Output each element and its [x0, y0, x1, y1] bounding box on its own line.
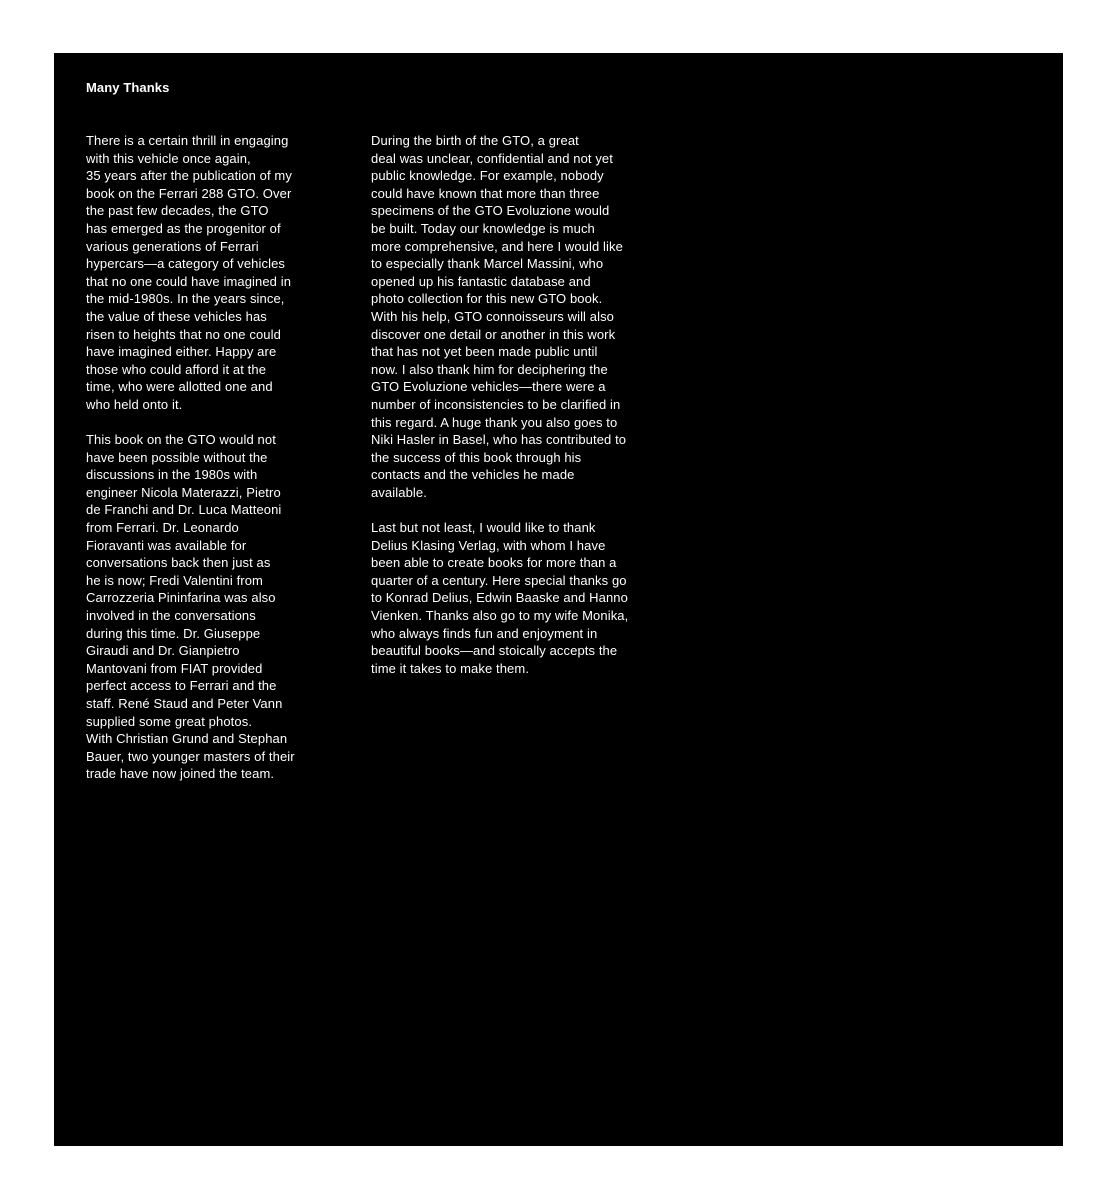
- text-line: who held onto it.: [86, 396, 183, 412]
- text-line: staff. René Staud and Peter Vann: [86, 696, 283, 711]
- text-line: During the birth of the GTO, a great: [371, 133, 579, 148]
- text-line: Bauer, two younger masters of their: [86, 748, 295, 764]
- text-line: to especially thank Marcel Massini, who: [371, 256, 604, 272]
- text-line: various generations of Ferrari: [86, 238, 259, 254]
- text-line: during this time. Dr. Giuseppe: [86, 625, 261, 641]
- text-line: supplied some great photos.: [86, 713, 253, 729]
- text-line: 35 years after the publication of my: [86, 168, 292, 184]
- text-line: now. I also thank him for deciphering the: [371, 361, 608, 377]
- text-line: be built. Today our knowledge is much: [371, 220, 595, 236]
- text-line: the success of this book through his: [371, 449, 582, 465]
- text-line: been able to create books for more than a: [371, 555, 617, 571]
- text-line: that no one could have imagined in: [86, 273, 292, 289]
- right-column: [371, 132, 656, 695]
- text-line: specimens of the GTO Evoluzione would: [371, 203, 610, 219]
- text-line: have imagined either. Happy are: [86, 344, 277, 360]
- text-line: the mid-1980s. In the years since,: [86, 291, 285, 307]
- text-line: conversations back then just as: [86, 555, 271, 571]
- text-line: There is a certain thrill in engaging: [86, 133, 289, 148]
- text-line: perfect access to Ferrari and the: [86, 678, 277, 694]
- text-line: Vienken. Thanks also go to my wife Monika,: [371, 608, 629, 624]
- text-line: Last but not least, I would like to thank: [371, 520, 596, 536]
- left-column: [86, 132, 321, 801]
- text-line: who always finds fun and enjoyment in: [371, 625, 598, 641]
- text-line: engineer Nicola Materazzi, Pietro: [86, 484, 281, 500]
- paragraph: [86, 132, 321, 414]
- text-line: more comprehensive, and here I would like: [371, 238, 623, 254]
- text-line: time it takes to make them.: [371, 660, 530, 676]
- text-line: from Ferrari. Dr. Leonardo: [86, 520, 239, 536]
- document-page: [54, 53, 1063, 1146]
- text-line: Carrozzeria Pininfarina was also: [86, 590, 276, 606]
- text-line: time, who were allotted one and: [86, 379, 273, 395]
- text-line: Niki Hasler in Basel, who has contributed to: [371, 432, 627, 448]
- page-title: Many Thanks: [86, 80, 170, 95]
- text-line: GTO Evoluzione vehicles—there were a: [371, 379, 606, 395]
- text-line: With his help, GTO connoisseurs will also: [371, 308, 615, 324]
- text-line: public knowledge. For example, nobody: [371, 168, 604, 184]
- text-line: This book on the GTO would not: [86, 432, 276, 448]
- text-line: the past few decades, the GTO: [86, 203, 269, 219]
- text-line: book on the Ferrari 288 GTO. Over: [86, 185, 292, 201]
- text-line: Fioravanti was available for: [86, 537, 247, 553]
- text-line: trade have now joined the team.: [86, 766, 275, 782]
- text-line: opened up his fantastic database and: [371, 273, 591, 289]
- text-line: contacts and the vehicles he made: [371, 467, 575, 483]
- text-line: photo collection for this new GTO book.: [371, 291, 603, 307]
- text-line: discover one detail or another in this work: [371, 326, 616, 342]
- text-line: available.: [371, 484, 427, 500]
- paragraph: [86, 431, 321, 783]
- text-line: Mantovani from FIAT provided: [86, 660, 263, 676]
- text-line: de Franchi and Dr. Luca Matteoni: [86, 502, 282, 518]
- paragraph: [371, 132, 656, 501]
- text-line: quarter of a century. Here special thanks go: [371, 572, 627, 588]
- text-line: discussions in the 1980s with: [86, 467, 258, 483]
- text-line: with this vehicle once again,: [86, 150, 251, 166]
- text-line: could have known that more than three: [371, 185, 600, 201]
- text-line: hypercars—a category of vehicles: [86, 256, 286, 272]
- text-line: the value of these vehicles has: [86, 308, 267, 324]
- paragraph: [371, 519, 656, 677]
- text-line: Giraudi and Dr. Gianpietro: [86, 643, 240, 659]
- text-line: has emerged as the progenitor of: [86, 220, 281, 236]
- text-line: deal was unclear, confidential and not yet: [371, 150, 613, 166]
- text-line: those who could afford it at the: [86, 361, 267, 377]
- text-line: risen to heights that no one could: [86, 326, 281, 342]
- text-line: that has not yet been made public until: [371, 344, 598, 360]
- text-line: have been possible without the: [86, 449, 268, 465]
- text-line: With Christian Grund and Stephan: [86, 731, 288, 747]
- text-line: this regard. A huge thank you also goes to: [371, 414, 618, 430]
- text-line: Delius Klasing Verlag, with whom I have: [371, 537, 606, 553]
- text-line: involved in the conversations: [86, 608, 256, 624]
- text-line: beautiful books—and stoically accepts the: [371, 643, 618, 659]
- text-line: he is now; Fredi Valentini from: [86, 572, 263, 588]
- text-line: number of inconsistencies to be clarified in: [371, 396, 621, 412]
- text-line: to Konrad Delius, Edwin Baaske and Hanno: [371, 590, 628, 606]
